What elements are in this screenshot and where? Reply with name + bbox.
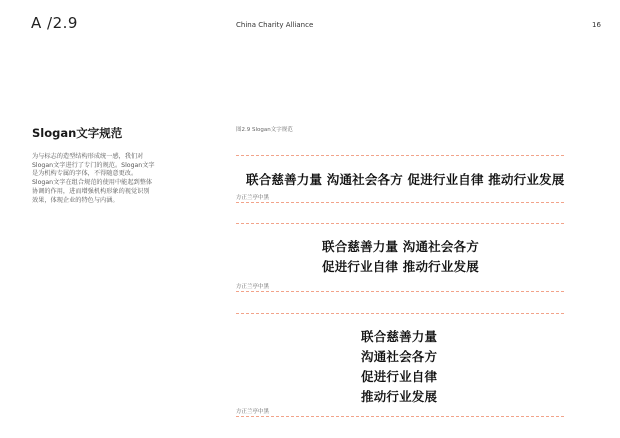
- description-line: Slogan文字在组合规范的使用中能起到整体: [32, 179, 153, 187]
- slogan-line: 联合慈善力量: [361, 329, 438, 344]
- font-label: 方正兰亭中黑: [236, 409, 270, 415]
- slogan-two-lines: [322, 237, 479, 277]
- slogan-line: 促进行业自律 推动行业发展: [322, 259, 479, 274]
- guide-line-bottom: [236, 291, 564, 292]
- description-line: 是为机构专属的字体，不得随意更改。: [32, 170, 138, 178]
- description-line: 为与标志的造型结构形成统一感，我们对: [32, 153, 144, 160]
- slogan-four-lines: [361, 327, 437, 407]
- brand-name: China Charity Alliance: [236, 21, 314, 29]
- description-line: 协调的作用，进而增强机构形象的视觉识别: [32, 187, 150, 195]
- section-description: [32, 153, 180, 205]
- slogan-line: 沟通社会各方: [361, 349, 438, 364]
- description-line: 效果，体现企业的特色与内涵。: [32, 196, 119, 204]
- description-line: Slogan文字进行了专门的规范。Slogan文字: [32, 161, 155, 169]
- slogan-line: 促进行业自律: [361, 369, 438, 384]
- guide-line-top: [236, 313, 564, 314]
- guide-line-bottom: [236, 416, 564, 417]
- guide-line-bottom: [236, 202, 564, 203]
- slogan-line: 推动行业发展: [361, 389, 438, 404]
- guide-line-top: [236, 155, 564, 156]
- font-label: 方正兰亭中黑: [236, 195, 270, 201]
- slogan-line: 联合慈善力量 沟通社会各方: [322, 239, 479, 254]
- slogan-single-line: 联合慈善力量 沟通社会各方 促进行业自律 推动行业发展: [246, 172, 565, 187]
- font-label: 方正兰亭中黑: [236, 284, 270, 290]
- section-title: Slogan文字规范: [32, 126, 123, 140]
- guide-line-top: [236, 223, 564, 224]
- section-number: A /2.9: [31, 14, 78, 32]
- figure-caption: 图2.9 Slogan文字规范: [236, 127, 293, 133]
- page-number: 16: [592, 21, 601, 29]
